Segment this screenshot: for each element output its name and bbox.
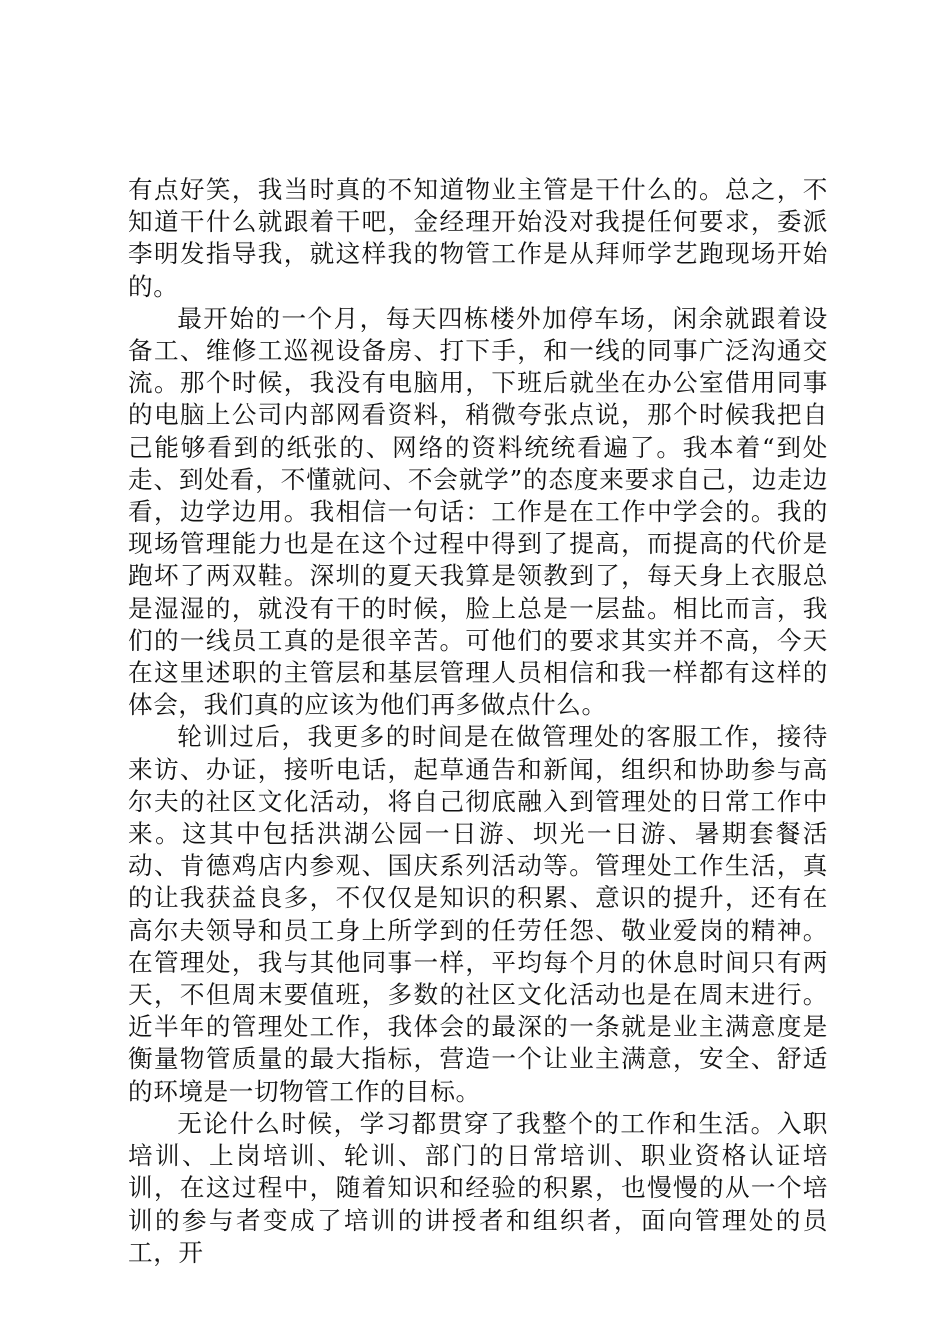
- paragraph-1: 有点好笑，我当时真的不知道物业主管是干什么的。总之，不知道干什么就跟着干吧，金经理开始没对我提任何要求，委派李明发指导我，就这样我的物管工作是从拜师学艺跑现场开始的。: [128, 175, 828, 301]
- body-text: [128, 174, 828, 1269]
- paragraph-4: 无论什么时候，学习都贯穿了我整个的工作和生活。入职培训、上岗培训、轮训、部门的日常培训、职业资格认证培训，在这过程中，随着知识和经验的积累，也慢慢的从一个培训的参与者变成了培训的讲授者和组织者，面向管理处的员工，开: [128, 1108, 828, 1267]
- paragraph-2: 最开始的一个月，每天四栋楼外加停车场，闲余就跟着设备工、维修工巡视设备房、打下手，和一线的同事广泛沟通交流。那个时候，我没有电脑用，下班后就坐在办公室借用同事的电脑上公司内部网看资料，稍微夸张点说，那个时候我把自己能够看到的纸张的、网络的资料统统看遍了。我本着“到处走、到处看，不懂就问、不会就学”的态度来要求自己，边走边看，边学边用。我相信一句话：工作是在工作中学会的。我的现场管理能力也是在这个过程中得到了提高，而提高的代价是跑坏了两双鞋。深圳的夏天我算是领教到了，每天身上衣服总是湿湿的，就没有干的时候，脸上总是一层盐。相比而言，我们的一线员工真的是很辛苦。可他们的要求其实并不高，今天在这里述职的主管层和基层管理人员相信和我一样都有这样的体会，我们真的应该为他们再多做点什么。: [128, 303, 828, 720]
- paragraph-3: 轮训过后，我更多的时间是在做管理处的客服工作，接待来访、办证，接听电话，起草通告和新闻，组织和协助参与高尔夫的社区文化活动，将自己彻底融入到管理处的日常工作中来。这其中包括洪湖公园一日游、坝光一日游、暑期套餐活动、肯德鸡店内参观、国庆系列活动等。管理处工作生活，真的让我获益良多，不仅仅是知识的积累、意识的提升，还有在高尔夫领导和员工身上所学到的任劳任怨、敬业爱岗的精神。在管理处，我与其他同事一样，平均每个月的休息时间只有两天，不但周末要值班，多数的社区文化活动也是在周末进行。近半年的管理处工作，我体会的最深的一条就是业主满意度是衡量物管质量的最大指标，营造一个让业主满意，安全、舒适的环境是一切物管工作的目标。: [128, 722, 828, 1106]
